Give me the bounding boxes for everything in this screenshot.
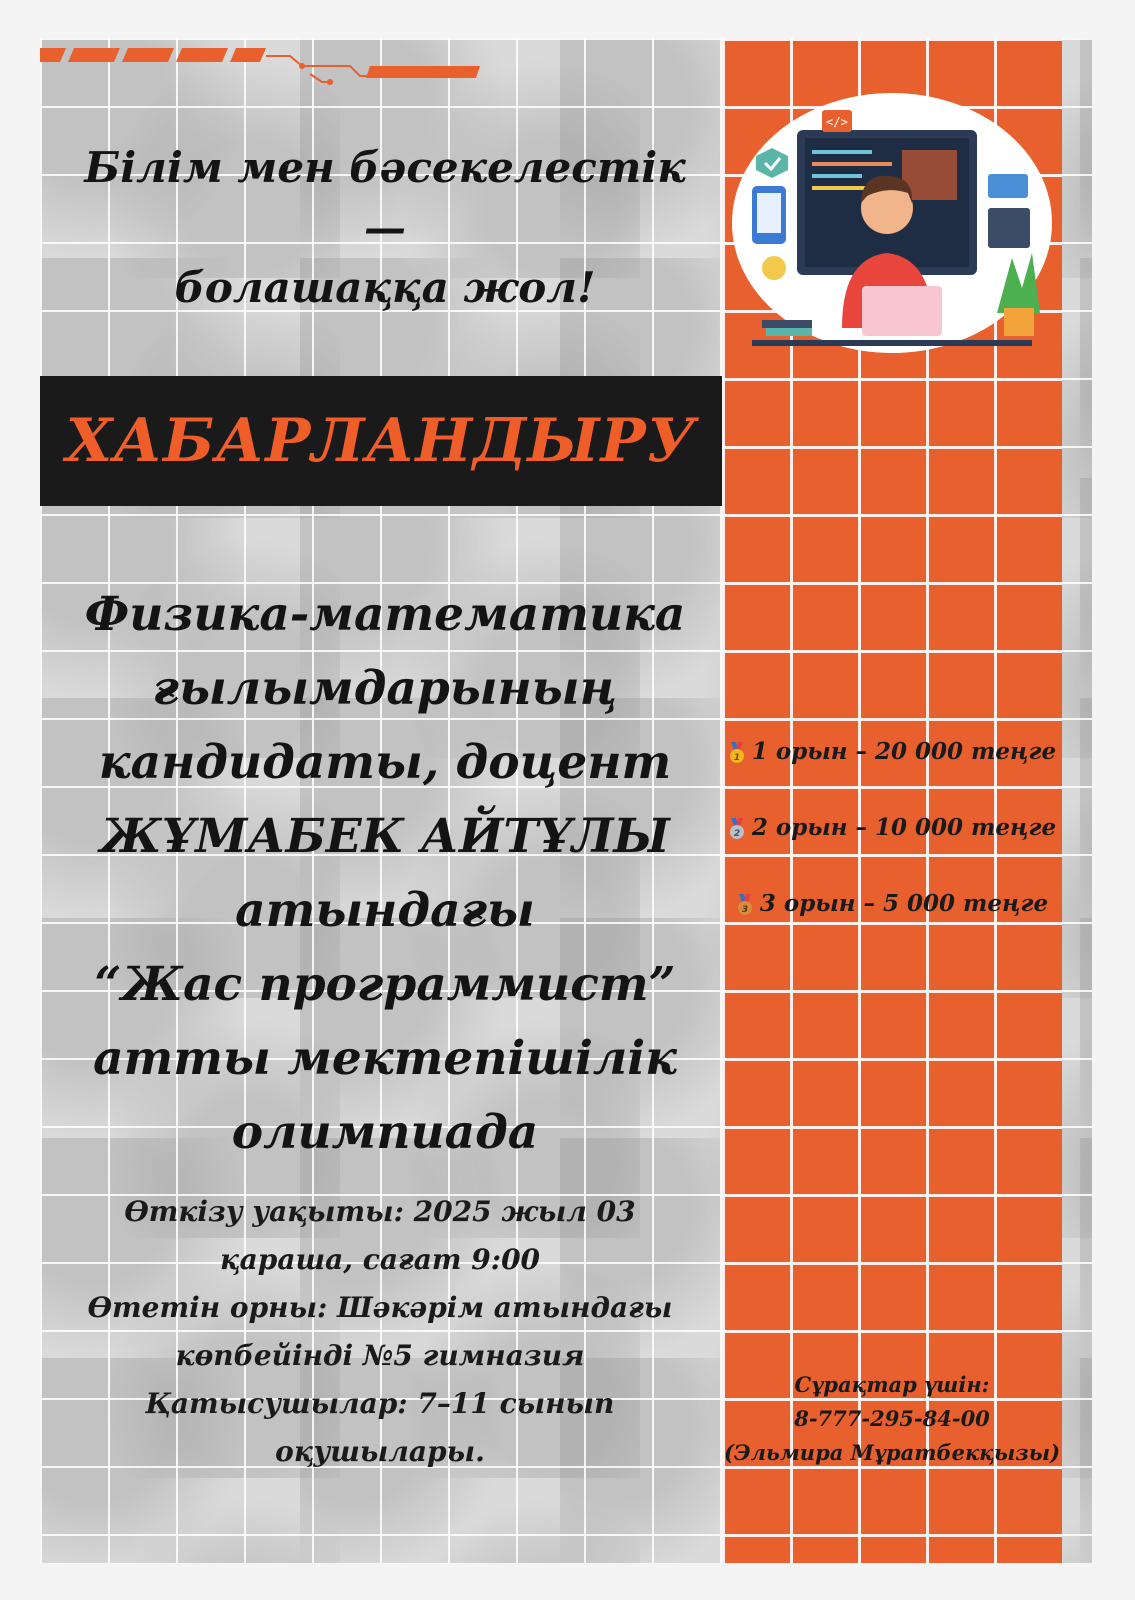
title-line: атты мектепішілік	[93, 1031, 677, 1086]
prize-second	[722, 814, 1062, 841]
title-line: олимпиада	[231, 1105, 539, 1160]
title-line: атындағы	[235, 883, 535, 938]
poster	[40, 38, 1092, 1563]
svg-text:2: 2	[733, 829, 741, 839]
detail-line: Өткізу уақыты: 2025 жыл 03	[124, 1195, 636, 1228]
svg-text:</>: </>	[826, 115, 848, 129]
contact-label: Сұрақтар үшін:	[794, 1372, 990, 1397]
olympiad-title	[50, 578, 720, 1170]
bronze-medal-icon	[736, 894, 754, 916]
detail-line: көпбейінді №5 гимназия	[175, 1339, 585, 1372]
slogan-line-2: болашаққа жол!	[174, 263, 596, 312]
detail-line: Қатысушылар: 7–11 сынып	[145, 1387, 615, 1420]
prize-first	[722, 738, 1062, 765]
svg-text:3: 3	[741, 905, 749, 915]
slogan-line-1: Білім мен бәсекелестік —	[84, 143, 686, 252]
title-line: ғылымдарының	[152, 661, 618, 716]
top-decoration	[40, 42, 500, 92]
announcement-banner	[40, 376, 722, 506]
svg-text:1: 1	[733, 753, 741, 763]
title-line: кандидаты, доцент	[98, 735, 672, 790]
detail-line: оқушылары.	[275, 1435, 485, 1468]
gold-medal-icon	[728, 742, 746, 764]
detail-line: қараша, сағат 9:00	[219, 1243, 541, 1276]
prize-third	[722, 890, 1062, 917]
prize-text: 2 орын – 10 000 теңге	[751, 814, 1057, 841]
banner-title: ХАБАРЛАНДЫРУ	[65, 406, 697, 476]
title-line: ЖҰМАБЕК АЙТҰЛЫ	[100, 809, 670, 864]
contact-info	[722, 1368, 1062, 1470]
title-line: Физика-математика	[84, 587, 686, 642]
contact-name: (Эльмира Мұратбекқызы)	[723, 1440, 1061, 1465]
detail-line: Өтетін орны: Шәкәрім атындағы	[87, 1291, 673, 1324]
slogan	[60, 138, 710, 318]
contact-phone: 8-777-295-84-00	[794, 1406, 990, 1431]
prize-text: 3 орын – 5 000 теңге	[759, 890, 1049, 917]
title-line: “Жас программист”	[94, 957, 676, 1012]
prize-text: 1 орын – 20 000 теңге	[751, 738, 1057, 765]
event-details	[80, 1188, 680, 1476]
silver-medal-icon	[728, 818, 746, 840]
programmer-illustration	[722, 58, 1062, 358]
